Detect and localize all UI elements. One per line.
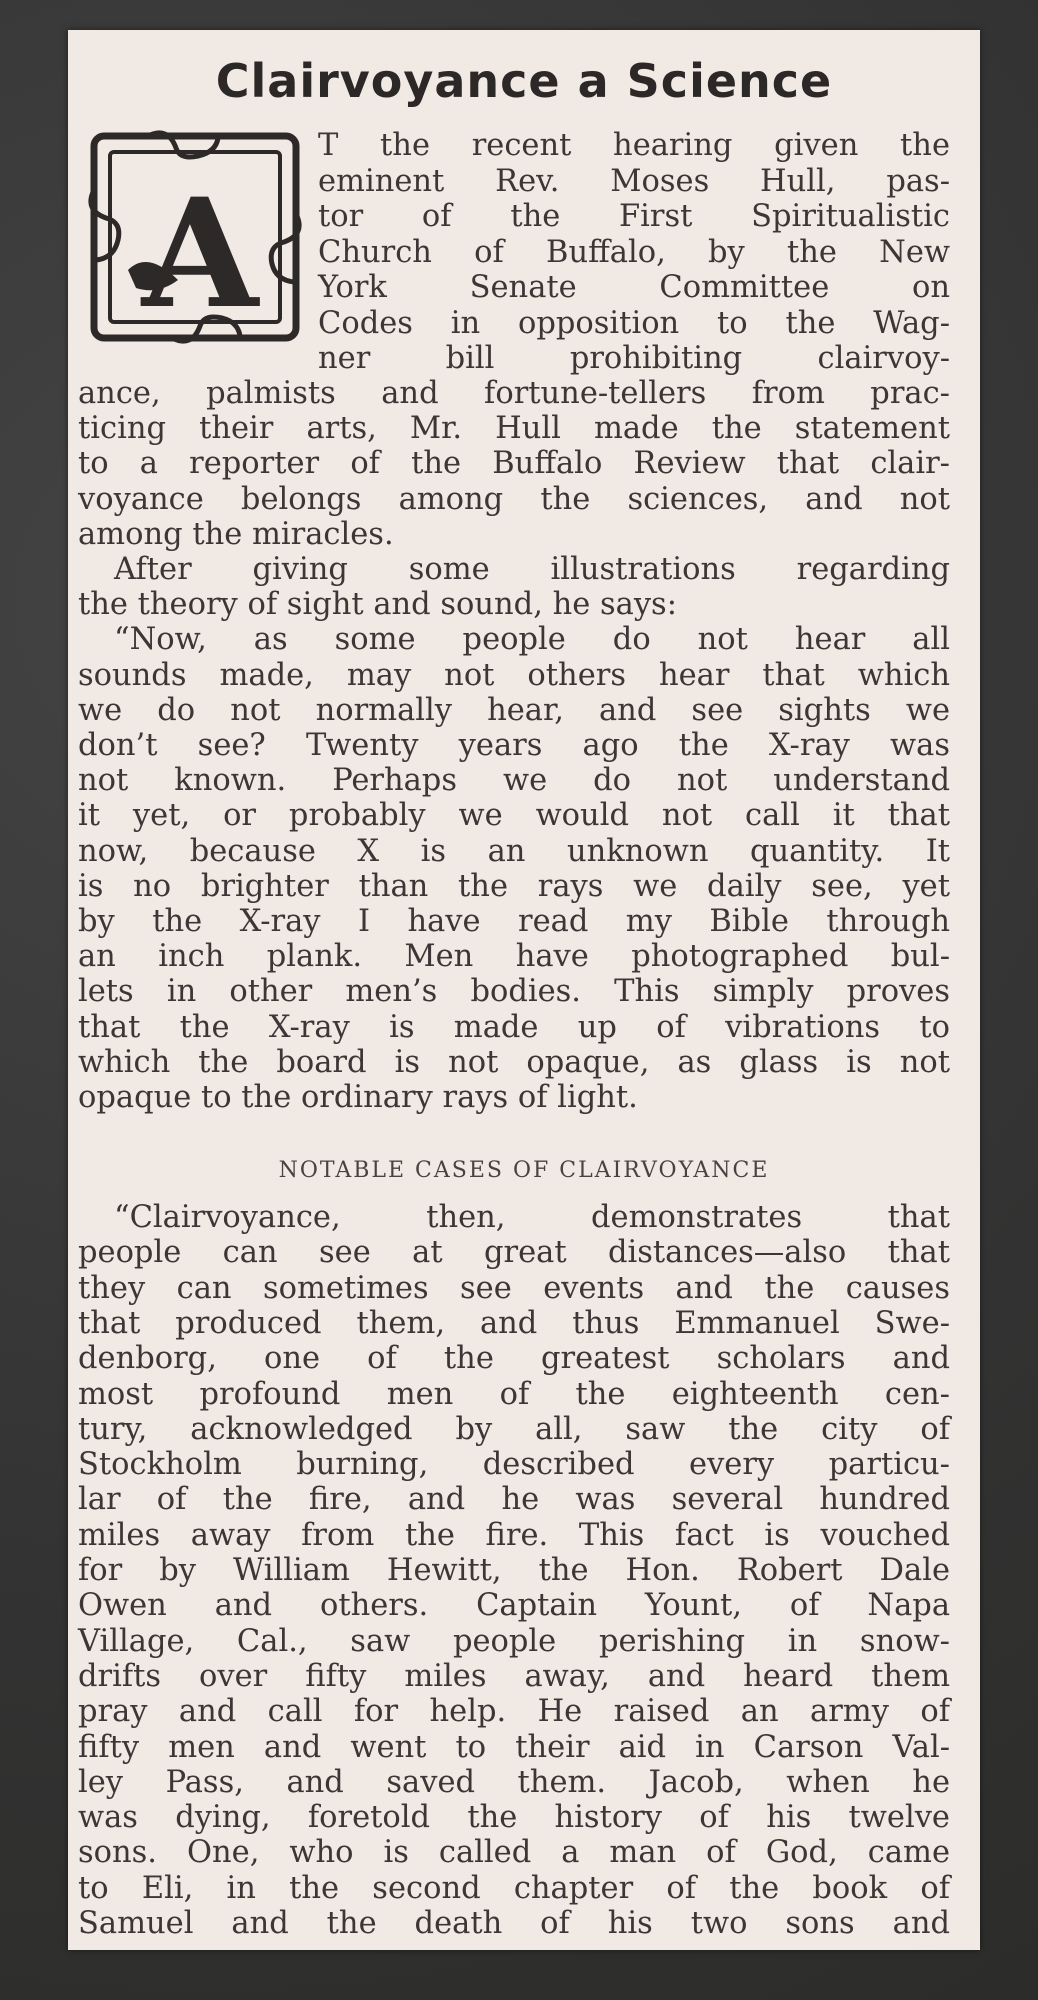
text-line: an inch plank. Men have photographed bul- — [78, 939, 950, 975]
text-line: miles away from the fire. This fact is vouched — [78, 1517, 950, 1553]
text-line: is no brighter than the rays we daily see, yet — [78, 868, 950, 904]
text-line: voyance belongs among the sciences, and not — [78, 481, 950, 517]
text-line: Codes in opposition to the Wag- — [318, 305, 950, 341]
text-line: we do not normally hear, and see sights we — [78, 692, 950, 728]
text-line: which the board is not opaque, as glass is not — [78, 1044, 950, 1080]
text-line: York Senate Committee on — [318, 270, 950, 305]
article-title: Clairvoyance a Science — [215, 54, 833, 108]
text-line: opaque to the ordinary rays of light. — [78, 1080, 638, 1115]
text-line: that the X-ray is made up of vibrations to — [78, 1009, 950, 1045]
text-line: tury, acknowledged by all, saw the city of — [78, 1411, 950, 1447]
text-line: Samuel and the death of his two sons and — [78, 1906, 950, 1941]
text-line: tor of the First Spiritualistic — [318, 199, 950, 234]
text-line: don’t see? Twenty years ago the X-ray was — [78, 728, 950, 763]
dropcap-letter: A — [141, 166, 259, 342]
newspaper-clipping — [68, 30, 980, 1950]
text-line: among the miracles. — [78, 516, 394, 552]
text-line: ticing their arts, Mr. Hull made the statement — [78, 411, 950, 447]
text-line: now, because X is an unknown quantity. It — [78, 833, 950, 869]
text-line: not known. Perhaps we do not understand — [78, 763, 950, 799]
text-line: for by William Hewitt, the Hon. Robert Dale — [78, 1553, 950, 1588]
text-line: pray and call for help. He raised an army of — [78, 1694, 950, 1730]
text-line: ance, palmists and fortune-tellers from prac- — [78, 376, 950, 411]
text-line: eminent Rev. Moses Hull, pas- — [318, 163, 950, 199]
text-line: After giving some illustrations regarding — [114, 552, 950, 587]
text-line: denborg, one of the greatest scholars and — [78, 1341, 950, 1377]
text-line: Stockholm burning, described every particu- — [78, 1447, 950, 1483]
section-subheading: NOTABLE CASES OF CLAIRVOYANCE — [278, 1158, 770, 1183]
text-line: they can sometimes see events and the causes — [78, 1270, 950, 1306]
text-line: that produced them, and thus Emmanuel Swe- — [78, 1305, 950, 1341]
text-line: by the X-ray I have read my Bible through — [78, 904, 950, 939]
text-line: Village, Cal., saw people perishing in snow- — [78, 1623, 950, 1659]
text-line: people can see at great distances—also that — [78, 1235, 950, 1271]
text-line: it yet, or probably we would not call it that — [78, 798, 950, 834]
text-line: fifty men and went to their aid in Carson Val- — [78, 1729, 950, 1765]
text-line: to a reporter of the Buffalo Review that clair- — [78, 446, 950, 482]
text-line: drifts over fifty miles away, and heard them — [78, 1658, 950, 1694]
text-line: Church of Buffalo, by the New — [318, 234, 950, 270]
text-line: lets in other men’s bodies. This simply proves — [78, 974, 950, 1010]
text-line: to Eli, in the second chapter of the book of — [78, 1870, 950, 1906]
text-line: “Clairvoyance, then, demonstrates that — [114, 1200, 950, 1235]
ornamental-dropcap — [88, 130, 302, 344]
text-line: the theory of sight and sound, he says: — [78, 587, 677, 623]
text-line: ley Pass, and saved them. Jacob, when he — [78, 1764, 950, 1800]
text-line: T the recent hearing given the — [318, 128, 950, 163]
text-line: sons. One, who is called a man of God, came — [78, 1835, 950, 1871]
text-line: Owen and others. Captain Yount, of Napa — [78, 1588, 950, 1624]
text-line: was dying, foretold the history of his twelve — [78, 1800, 950, 1836]
text-line: lar of the fire, and he was several hundred — [78, 1482, 950, 1518]
text-line: “Now, as some people do not hear all — [114, 622, 950, 658]
text-line: most profound men of the eighteenth cen- — [78, 1376, 950, 1412]
text-line: ner bill prohibiting clairvoy- — [318, 341, 950, 376]
text-line: sounds made, may not others hear that which — [78, 657, 950, 693]
